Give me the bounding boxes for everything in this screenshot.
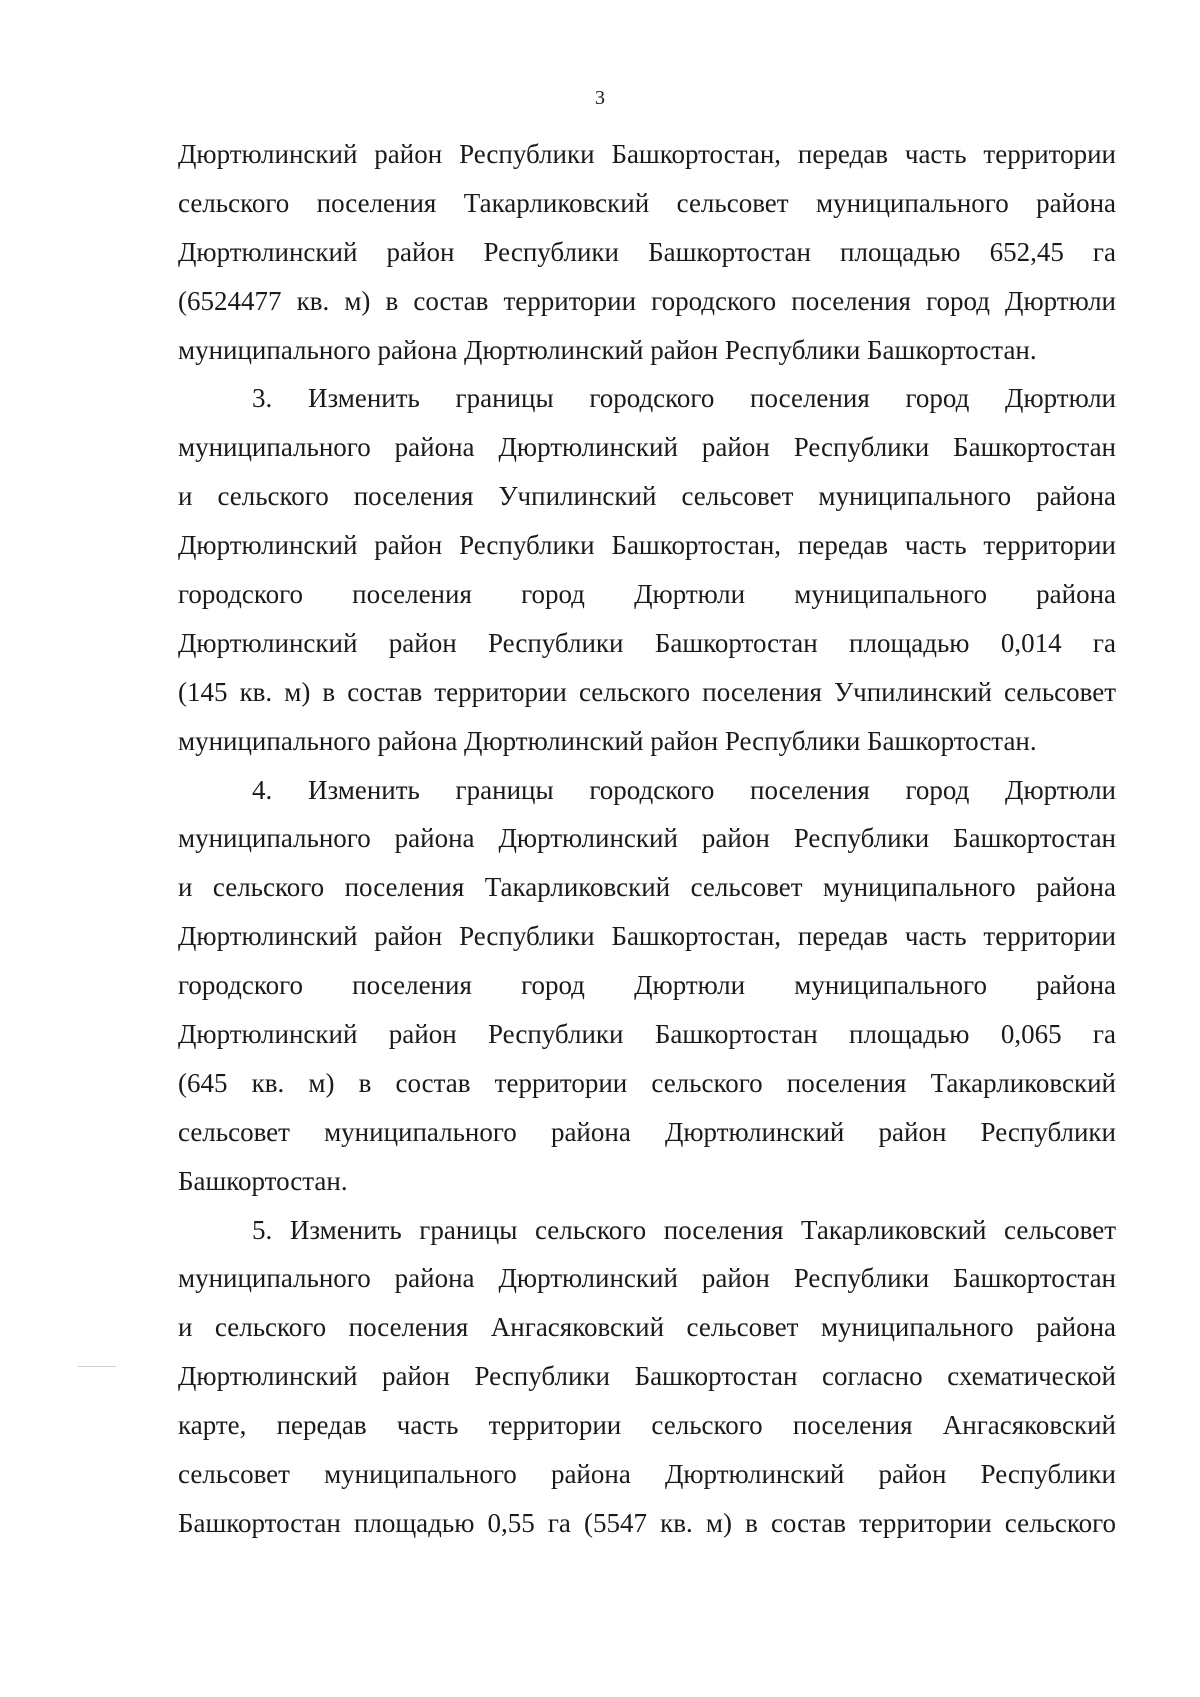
text-line: Башкортостан. xyxy=(178,1165,348,1196)
text-line: городского поселения город Дюртюли муниципального района xyxy=(178,970,1116,1001)
text-line: городского поселения город Дюртюли муниципального района xyxy=(178,579,1116,610)
text-line: Башкортостан площадью 0,55 га (5547 кв. м) в состав территории сельского xyxy=(178,1507,1116,1538)
text-line: карте, передав часть территории сельского поселения Ангасяковский xyxy=(178,1410,1116,1441)
text-line: Дюртюлинский район Республики Башкортостан площадью 0,065 га xyxy=(178,1019,1116,1050)
paragraph-item-4 xyxy=(178,766,1116,1206)
text-line: 3. Изменить границы городского поселения город Дюртюли xyxy=(252,383,1116,414)
text-line: муниципального района Дюртюлинский район Республики Башкортостан. xyxy=(178,725,1037,756)
text-line: Дюртюлинский район Республики Башкортостан согласно схематической xyxy=(178,1361,1116,1392)
text-line: Дюртюлинский район Республики Башкортостан площадью 652,45 га xyxy=(178,236,1116,267)
text-line: сельсовет муниципального района Дюртюлинский район Республики xyxy=(178,1116,1116,1147)
text-line: Дюртюлинский район Республики Башкортостан, передав часть территории xyxy=(178,921,1116,952)
text-line: муниципального района Дюртюлинский район Республики Башкортостан xyxy=(178,823,1116,854)
document-body xyxy=(178,130,1116,1548)
text-line: и сельского поселения Такарликовский сельсовет муниципального района xyxy=(178,872,1116,903)
text-line: 4. Изменить границы городского поселения город Дюртюли xyxy=(252,774,1116,805)
text-line: сельского поселения Такарликовский сельсовет муниципального района xyxy=(178,187,1116,218)
text-line: сельсовет муниципального района Дюртюлинский район Республики xyxy=(178,1459,1116,1490)
text-line: 5. Изменить границы сельского поселения Такарликовский сельсовет xyxy=(252,1214,1116,1245)
text-line: (6524477 кв. м) в состав территории городского поселения город Дюртюли xyxy=(178,285,1116,316)
text-line: муниципального района Дюртюлинский район Республики Башкортостан. xyxy=(178,334,1037,365)
text-line: и сельского поселения Ангасяковский сельсовет муниципального района xyxy=(178,1312,1116,1343)
scan-artifact xyxy=(78,1366,116,1367)
text-line: муниципального района Дюртюлинский район Республики Башкортостан xyxy=(178,1263,1116,1294)
page-number: 3 xyxy=(595,87,605,109)
paragraph-continuation xyxy=(178,130,1116,374)
text-line: муниципального района Дюртюлинский район Республики Башкортостан xyxy=(178,432,1116,463)
text-line: и сельского поселения Учпилинский сельсовет муниципального района xyxy=(178,481,1116,512)
text-line: (145 кв. м) в состав территории сельского поселения Учпилинский сельсовет xyxy=(178,676,1116,707)
paragraph-item-3 xyxy=(178,374,1116,765)
text-line: Дюртюлинский район Республики Башкортостан площадью 0,014 га xyxy=(178,627,1116,658)
text-line: (645 кв. м) в состав территории сельского поселения Такарликовский xyxy=(178,1067,1116,1098)
text-line: Дюртюлинский район Республики Башкортостан, передав часть территории xyxy=(178,530,1116,561)
paragraph-item-5 xyxy=(178,1206,1116,1548)
text-line: Дюртюлинский район Республики Башкортостан, передав часть территории xyxy=(178,139,1116,169)
